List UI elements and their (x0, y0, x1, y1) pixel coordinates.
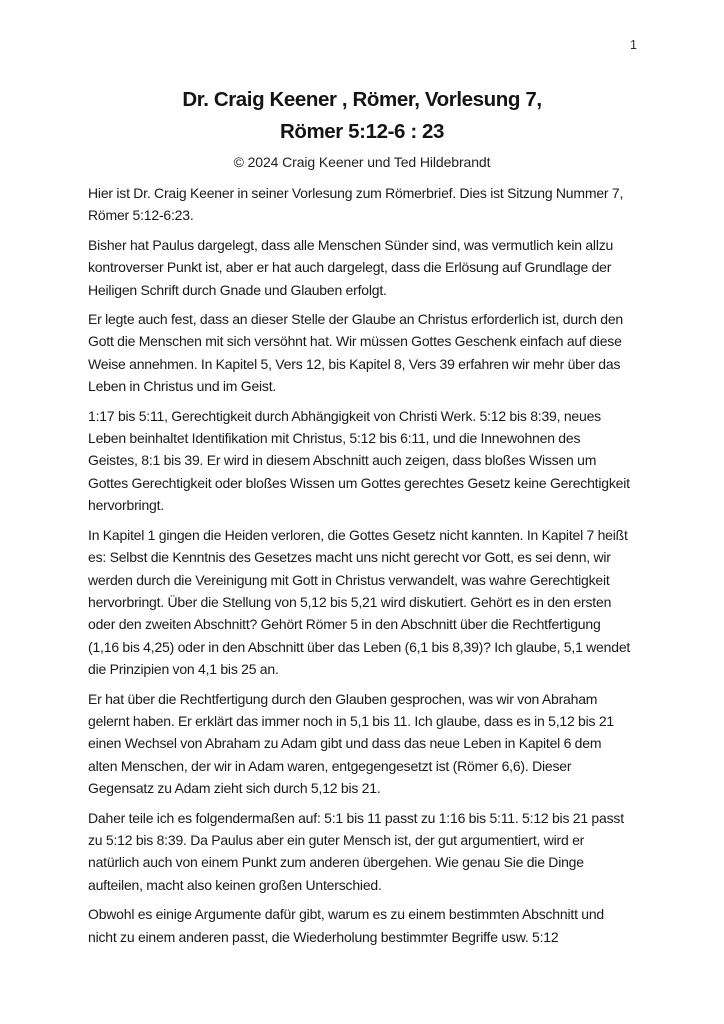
paragraph-intro: Hier ist Dr. Craig Keener in seiner Vorlesung zum Römerbrief. Dies ist Sitzung Nummer 7, Römer 5:12-6:23. (88, 185, 624, 224)
page-number: 1 (630, 38, 637, 52)
paragraph-argumente: Obwohl es einige Argumente dafür gibt, warum es zu einem bestimmten Abschnitt und nicht zu einem anderen passt, die Wiederholung bestimmter Begriffe usw. 5:12 (88, 906, 605, 945)
document-body (0, 182, 724, 948)
title-line-2: Römer 5:12-6 : 23 (279, 120, 445, 143)
paragraph-paulus-sinners: Bisher hat Paulus dargelegt, dass alle Menschen Sünder sind, was vermutlich kein allzu kontroverser Punkt ist, aber er hat auch dargelegt, dass die Erlösung auf Grundlage der Heiligen Schrift durch Gnade und Glauben erfolgt. (88, 236, 614, 298)
title-line-1: Dr. Craig Keener , Römer, Vorlesung 7, (182, 88, 542, 111)
document-header (0, 0, 724, 173)
copyright-line: © 2024 Craig Keener und Ted Hildebrandt (233, 154, 491, 170)
paragraph-outline-117-511: 1:17 bis 5:11, Gerechtigkeit durch Abhängigkeit von Christi Werk. 5:12 bis 8:39, neues Leben beinhaltet Identifikation mit Christus, 5:12 bis 6:11, und die Innewohnen des Geistes, 8:1 bis 39. Er wird in diesem Abschnitt auch zeigen, dass bloßes Wissen um Gottes Gerechtigkeit oder bloßes Wissen um Gottes gerechtes Gesetz keine Gerechtigkeit hervorbringt. (88, 407, 630, 514)
paragraph-aufteilung: Daher teile ich es folgendermaßen auf: 5:1 bis 11 passt zu 1:16 bis 5:11. 5:12 bis 21 passt zu 5:12 bis 8:39. Da Paulus aber ein guter Mensch ist, der gut argumentiert, wird er natürlich auch von einem Punkt zum anderen übergehen. Wie genau Sie die Dinge aufteilen, macht also keinen großen Unterschied. (88, 809, 624, 893)
paragraph-rechtfertigung-abraham: Er hat über die Rechtfertigung durch den Glauben gesprochen, was wir von Abraham gelernt haben. Er erklärt das immer noch in 5,1 bis 11. Ich glaube, dass es in 5,12 bis 21 einen Wechsel von Abraham zu Adam gibt und dass das neue Leben in Kapitel 6 dem alten Menschen, der wir in Adam waren, entgegengesetzt ist (Römer 6,6). Dieser Gegensatz zu Adam zieht sich durch 5,12 bis 21. (88, 690, 615, 797)
paragraph-faith-in-christ: Er legte auch fest, dass an dieser Stelle der Glaube an Christus erforderlich ist, durch den Gott die Menschen mit sich versöhnt hat. Wir müssen Gottes Geschenk einfach auf diese Weise annehmen. In Kapitel 5, Vers 12, bis Kapitel 8, Vers 39 erfahren wir mehr über das Leben in Christus und im Geist. (88, 311, 624, 395)
paragraph-kapitel1-heiden: In Kapitel 1 gingen die Heiden verloren, die Gottes Gesetz nicht kannten. In Kapitel 7 heißt es: Selbst die Kenntnis des Gesetzes macht uns nicht gerecht vor Gott, es sei denn, wir werden durch die Vereinigung mit Gott in Christus verwandelt, was wahre Gerechtigkeit hervorbringt. Über die Stellung von 5,12 bis 5,21 wird diskutiert. Gehört es in den ersten oder den zweiten Abschnitt? Gehört Römer 5 in den Abschnitt über die Rechtfertigung (1,16 bis 4,25) oder in den Abschnitt über das Leben (6,1 bis 8,39)? Ich glaube, 5,1 wendet die Prinzipien von 4,1 bis 25 an. (88, 526, 631, 678)
document-title (0, 84, 724, 148)
